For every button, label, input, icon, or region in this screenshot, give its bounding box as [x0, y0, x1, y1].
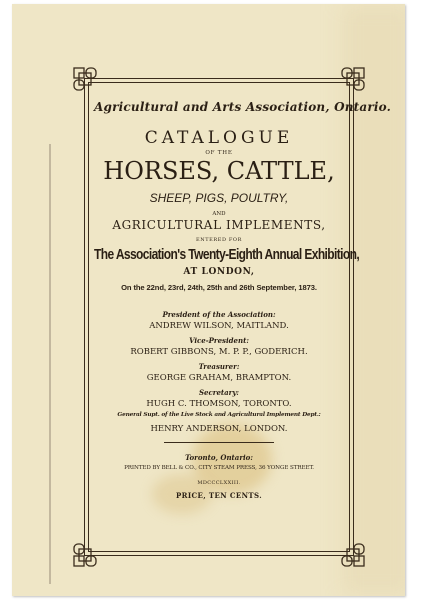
- officer-name: GEORGE GRAHAM, BRAMPTON.: [146, 373, 292, 383]
- sheep-pigs-poultry-line: SHEEP, PIGS, POULTRY,: [149, 191, 289, 205]
- horses-cattle-heading: HORSES, CATTLE,: [103, 157, 335, 185]
- association-heading: Agricultural and Arts Association, Ontario.: [94, 100, 392, 114]
- exhibition-heading: The Association's Twenty-Eighth Annual Exhibition,: [94, 245, 360, 263]
- ornamental-border: [70, 64, 392, 570]
- officer-name: ROBERT GIBBONS, M. P. P., GODERICH.: [130, 347, 308, 357]
- cover-text: [94, 88, 392, 546]
- of-the-label: OF THE: [205, 150, 233, 156]
- imprint-price: PRICE, TEN CENTS.: [175, 491, 263, 500]
- imprint-divider: [164, 442, 274, 443]
- officer-role: Secretary:: [198, 388, 240, 397]
- officer-name: HUGH C. THOMSON, TORONTO.: [146, 399, 292, 409]
- officer-name: ANDREW WILSON, MAITLAND.: [149, 321, 289, 331]
- catalogue-title: CATALOGUE: [144, 128, 294, 148]
- exhibition-dates: On the 22nd, 23rd, 24th, 25th and 26th September, 1873.: [121, 283, 317, 292]
- officer-name: HENRY ANDERSON, LONDON.: [150, 424, 288, 434]
- officer-role: General Supt. of the Live Stock and Agricultural Implement Dept.:: [117, 412, 321, 418]
- officer-role: Vice-President:: [189, 336, 249, 345]
- and-label: AND: [212, 211, 226, 217]
- officer-role: Treasurer:: [198, 362, 240, 371]
- imprint-printer: PRINTED BY BELL & CO., CITY STEAM PRESS, 36 YONGE STREET.: [124, 465, 314, 471]
- imprint-year: MDCCCLXXIII.: [197, 480, 241, 486]
- officer-role: President of the Association:: [162, 310, 276, 319]
- binding-thread: [48, 144, 52, 584]
- catalogue-cover-page: [12, 4, 405, 596]
- imprint-place: Toronto, Ontario:: [185, 453, 253, 462]
- entered-for-label: ENTERED FOR: [196, 237, 242, 243]
- at-london-label: AT LONDON,: [183, 267, 255, 277]
- agricultural-implements-heading: AGRICULTURAL IMPLEMENTS,: [112, 218, 326, 232]
